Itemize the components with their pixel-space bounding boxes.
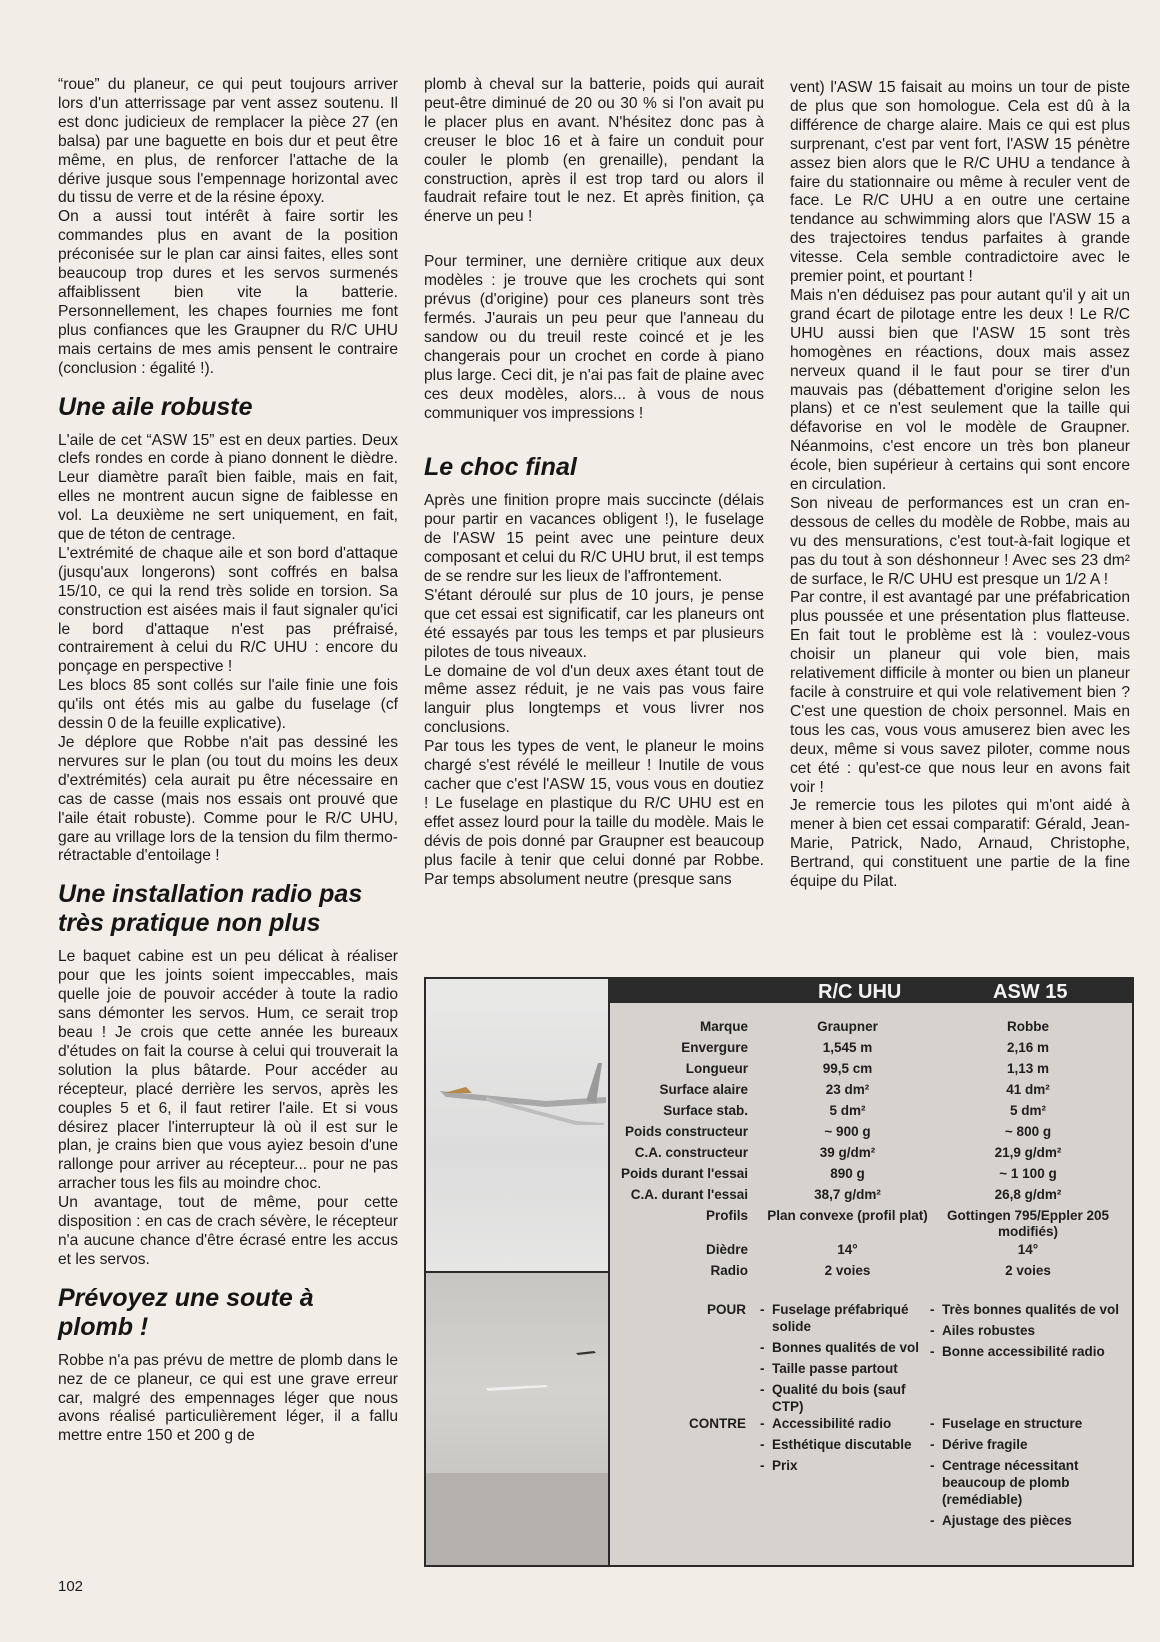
paragraph: plomb à cheval sur la batterie, poids qui aurait peut-être diminué de 20 ou 30 % si l'on avait pu le placer plus en avant. N'hésitez donc pas à creuser le bloc 16 et à faire un conduit pour couler le plomb (en grenaille), pendant la construction, après il est trop tard ou alors il faudrait refaire tout le nez. Et après finition, ça énerve un peu ! [424,76,764,226]
value-rc-uhu: 99,5 cm [822,1061,873,1076]
paragraph: Après une finition propre mais succincte (délais pour partir en vacances obligent !), le fuselage de l'ASW 15 peint avec une peinture deux composant et celui du R/C UHU brut, il est temps de se rendre sur les lieux de l'affrontement. [424,492,764,586]
value-asw15: 21,9 g/dm² [994,1145,1062,1160]
paragraph: Mais n'en déduisez pas pour autant qu'il y ait un grand écart de pilotage entre les deux ! Le R/C UHU aussi bien que l'ASW 15 sont très homogènes en réactions, doux mais assez nerveux quand il le faut pour se tirer d'un mauvais pas (débattement d'origine selon les plans) et ce n'est seulement que la taille qui défavorise en vol le modèle de Graupner. Néanmoins, c'est encore un très bon planeur école, bien supérieur à certains qui sont encore en circulation. [790,286,1130,494]
row-label: Longueur [685,1061,748,1076]
paragraph: Par tous les types de vent, le planeur le moins chargé s'est révélé le meilleur ! Inutile de vous cacher que c'est l'ASW 15, vous vous en doutiez ! Le fuselage en plastique du R/C UHU est en effet assez lourd pour la taille du modèle. Mais le dévis de pois donné par Graupner est beaucoup plus facile à tenir que celui donné par Robbe. Par temps absolument neutre (presque sans [424,738,764,888]
list-item: - Fuselage en structure [930,1415,1130,1432]
glider-in-sky-image [426,979,608,1271]
contre-label: CONTRE [689,1416,746,1431]
table-row [610,1187,1132,1208]
table-row [610,1124,1132,1145]
column-header-rc-uhu: R/C UHU [818,981,902,1003]
paragraph: “roue” du planeur, ce qui peut toujours arriver lors d'un atterrissage par vent assez soutenu. Il est donc judicieux de remplacer la pièce 27 (en balsa) par une baguette en bois dur et peut être même, en plus, de renforcer l'attache de la dérive jusque sous l'empennage horizontal avec du tissu de verre et de la résine époxy. [58,76,398,207]
column-header-asw15: ASW 15 [993,981,1068,1003]
list-item: - Dérive fragile [930,1436,1130,1453]
value-asw15: 2 voies [1005,1263,1051,1278]
value-asw15: 5 dm² [1009,1103,1046,1118]
list-item: - Accessibilité radio [760,1415,935,1432]
value-rc-uhu: Plan convexe (profil plat) [767,1208,928,1223]
value-asw15: 41 dm² [1006,1082,1050,1097]
value-rc-uhu: 38,7 g/dm² [814,1187,881,1202]
paragraph: Pour terminer, une dernière critique aux deux modèles : je trouve que les crochets qui sont prévus (d'origine) pour ces planeurs sont très fermés. J'aurais un peu peur que l'anneau du sandow ou du treuil reste coincé et je les changerais pour un crochet en corde à piano plus large. Ceci dit, je n'ai pas fait de plaine avec ces deux modèles, alors... à vous de nous communiquer vos impressions ! [424,253,764,422]
pour-label: POUR [706,1302,746,1317]
value-asw15: 1,13 m [1006,1061,1050,1076]
table-row [610,1040,1132,1061]
comparison-panel [424,977,1134,1567]
article-column-2 [424,76,764,889]
value-asw15: 2,16 m [1006,1040,1050,1055]
row-label: Poids constructeur [624,1124,748,1139]
glider-landing-image [426,1273,608,1565]
row-label: Envergure [681,1040,748,1055]
table-row [610,1103,1132,1124]
table-row [610,1208,1132,1242]
table-row [610,1082,1132,1103]
paragraph: S'étant déroulé sur plus de 10 jours, je pense que cet essai est significatif, car les planeurs ont été essayés par tous les temps et par plusieurs pilotes de tous niveaux. [424,586,764,661]
list-item: - Prix [760,1457,935,1474]
list-item: - Bonnes qualités de vol [760,1339,935,1356]
paragraph: Je remercie tous les pilotes qui m'ont aidé à mener à bien cet essai comparatif: Gérald, Jean-Marie, Patrick, Nado, Arnaud, Christophe, Bertrand, qui constituent une partie de la fine équipe du Pilat. [790,797,1130,891]
list-item: - Ailes robustes [930,1322,1130,1339]
page-number: 102 [58,1578,84,1595]
pour-list-asw15 [930,1301,1130,1364]
value-asw15: ~ 800 g [1004,1124,1052,1139]
row-label: C.A. constructeur [634,1145,748,1160]
paragraph: vent) l'ASW 15 faisait au moins un tour de piste de plus que son homologue. Cela est dû à la différence de charge alaire. Mais ce qui est plus surprenant, c'est par vent fort, l'ASW 15 pénètre assez bien alors que le R/C UHU a tendance à faire du stationnaire ou même à reculer vent de face. Le R/C UHU a en outre une certaine tendance au schwimming alors que l'ASW 15 a des trajectoires tendus parfaites à grande vitesse. Cela semble contradictoire avec le premier point, et pourtant ! [790,79,1130,286]
paragraph: Le domaine de vol d'un deux axes étant tout de même assez réduit, je ne vais pas vous faire languir plus longtemps et vous livrer nos conclusions. [424,662,764,737]
row-label: Surface alaire [659,1082,748,1097]
paragraph: Son niveau de performances est un cran en-dessous de celles du modèle de Robbe, mais au vu des mensurations, c'est tout-à-fait logique et pas du tout à son déshonneur ! Avec ses 23 dm² de surface, le R/C UHU est presque un 1/2 A ! [790,494,1130,588]
glider-photo-top [426,979,610,1273]
value-rc-uhu: 890 g [830,1166,865,1181]
value-asw15: Gottingen 795/Eppler 205 modifiés) [946,1208,1110,1239]
table-row [610,1145,1132,1166]
paragraph: Par contre, il est avantagé par une préfabrication plus poussée et une présentation plus flatteuse. En fait tout le problème est là : voulez-vous choisir un planeur qui vole bien, mais relativement difficile à monter ou bien un planeur facile à construire et qui vole relativement bien ? C'est une question de choix personnel. Mais en tous les cas, vous vous amuserez bien avec les deux, même si vous savez piloter, comme nous cet été : qu'est-ce que nous leur en avons fait voir ! [790,589,1130,796]
list-item: - Bonne accessibilité radio [930,1343,1130,1360]
list-item: - Fuselage préfabriqué solide [760,1301,935,1335]
value-rc-uhu: 1,545 m [822,1040,873,1055]
row-label: Poids durant l'essai [621,1166,748,1181]
table-header [610,979,1132,1003]
paragraph: On a aussi tout intérêt à faire sortir les commandes plus en avant de la position préconisée sur le plan car ainsi faites, elles sont beaucoup trop dures et les servos surmenés affaiblissent bien vite la batterie. Personnellement, les chapes fournies me font plus confiances que les Graupner du R/C UHU mais certains de mes amis pensent le contraire (conclusion : égalité !). [58,208,398,377]
row-label: Marque [699,1019,748,1034]
value-rc-uhu: 5 dm² [829,1103,866,1118]
value-rc-uhu: ~ 900 g [824,1124,871,1139]
section-heading: Prévoyez une soute à plomb ! [58,1283,314,1341]
article-column-1 [58,76,398,1446]
paragraph: L'aile de cet “ASW 15” est en deux parties. Deux clefs rondes en corde à piano donnent le dièdre. Leur diamètre paraît bien faible, mais en fait, elles ne montrent aucun signe de faiblesse en vol. La deuxième ne sert uniquement, en fait, que de téton de centrage. [58,431,398,544]
list-item: - Très bonnes qualités de vol [930,1301,1130,1318]
value-rc-uhu: Graupner [817,1019,878,1034]
value-asw15: 26,8 g/dm² [994,1187,1062,1202]
value-asw15: 14° [1017,1242,1039,1257]
list-item: - Qualité du bois (sauf CTP) [760,1381,935,1415]
article-column-3 [790,79,1130,892]
list-item: - Ajustage des pièces [930,1512,1130,1529]
value-asw15: ~ 1 100 g [999,1166,1057,1181]
table-row [610,1242,1132,1263]
value-rc-uhu: 23 dm² [825,1082,870,1097]
list-item: - Centrage nécessitant beaucoup de plomb (remédiable) [930,1457,1130,1508]
contre-list-rc-uhu [760,1415,935,1478]
paragraph: L'extrémité de chaque aile et son bord d'attaque (jusqu'aux longerons) sont coffrés en balsa 15/10, ce qui la rend très solide en torsion. Sa construction est aisées mais il faut signaler qu'ici le bord d'attaque n'est pas préfraisé, contrairement à celui du R/C UHU : encore du ponçage en perspective ! [58,544,398,676]
row-label: Dièdre [705,1242,748,1257]
paragraph: Les blocs 85 sont collés sur l'aile finie une fois qu'ils ont étés mis au galbe du fuselage (cf dessin 0 de la feuille explicative). [58,677,398,733]
table-row [610,1019,1132,1040]
list-item: - Esthétique discutable [760,1436,935,1453]
contre-list-asw15 [930,1415,1130,1533]
section-heading: Une aile robuste [58,392,253,421]
glider-photo-bottom [426,1273,610,1565]
value-rc-uhu: 14° [837,1242,858,1257]
spec-table [610,979,1132,1565]
section-heading: Une installation radio pas très pratique non plus [58,880,363,938]
section-heading: Le choc final [424,453,577,482]
row-label: C.A. durant l'essai [630,1187,748,1202]
value-rc-uhu: 39 g/dm² [819,1145,876,1160]
row-label: Surface stab. [663,1103,748,1118]
value-asw15: Robbe [1007,1019,1049,1034]
table-row [610,1263,1132,1284]
paragraph: Le baquet cabine est un peu délicat à réaliser pour que les joints soient impeccables, mais quelle joie de pouvoir accéder à toute la radio sans démonter les servos. Hum, ce serait trop beau ! Je crois que cette année les bureaux d'études on fait la course à celui qui trouverait la solution la plus bâtarde. Pour accéder au récepteur, placé derrière les servos, après les couples 5 et 6, il faut retirer l'aile. Et si vous désirez placer l'interrupteur là où il est sur le plan, je crains bien que vous ayiez besoin d'une rallonge pour arriver au récepteur... pour ne pas arracher tous les fils au moindre choc. [58,948,398,1193]
paragraph: Un avantage, tout de même, pour cette disposition : en cas de crach sévère, le récepteur n'a aucune chance d'être écrasé entre les accus et les servos. [58,1194,398,1268]
value-rc-uhu: 2 voies [824,1263,871,1278]
table-row [610,1166,1132,1187]
row-label: Profils [705,1208,748,1223]
row-label: Radio [710,1263,748,1278]
paragraph: Je déplore que Robbe n'ait pas dessiné les nervures sur le plan (ou tout du moins les deux d'extrémités) cela aurait pu être nécessaire en cas de casse (mais nos essais ont prouvé que l'aile était robuste). Comme pour le R/C UHU, gare au vrillage lors de la tension du film thermo-rétractable d'entoilage ! [58,734,398,865]
table-row [610,1061,1132,1082]
paragraph: Robbe n'a pas prévu de mettre de plomb dans le nez de ce planeur, ce qui est une grave erreur car, malgré des empennages léger que nous avons réalisé particulièrement léger, il a fallu mettre entre 150 et 200 g de [58,1351,398,1445]
spec-rows [610,1019,1132,1284]
pour-list-rc-uhu [760,1301,935,1419]
list-item: - Taille passe partout [760,1360,935,1377]
